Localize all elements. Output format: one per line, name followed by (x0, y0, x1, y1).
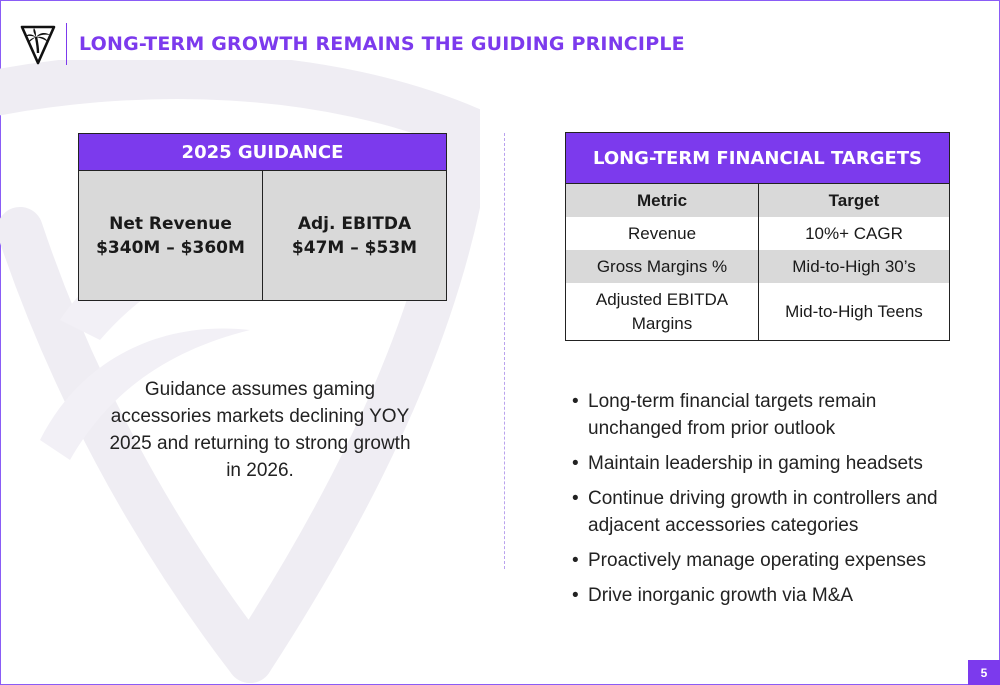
bullet-text: Long-term financial targets remain unchanged from prior outlook (588, 391, 877, 439)
bullet-text: Drive inorganic growth via M&A (588, 585, 854, 606)
bullet-glyph: • (572, 550, 579, 571)
metric-cell: Adjusted EBITDA Margins (566, 283, 759, 340)
bullet-glyph: • (572, 453, 579, 474)
guidance-value: $47M – $53M (291, 237, 418, 258)
bullet-text: Continue driving growth in controllers and adjacent accessories categories (588, 488, 938, 536)
guidance-label: Adj. EBITDA (297, 213, 412, 234)
bullet-list (572, 388, 972, 617)
list-item (572, 485, 972, 539)
list-item (572, 582, 972, 609)
guidance-heading: 2025 GUIDANCE (79, 134, 446, 171)
guidance-cell-adj-ebitda (262, 171, 446, 300)
targets-column-header-row (566, 184, 949, 217)
slide-header (18, 20, 685, 68)
guidance-table (78, 133, 447, 301)
header-divider (66, 23, 67, 65)
table-row (566, 217, 949, 250)
bullet-glyph: • (572, 391, 579, 412)
list-item (572, 547, 972, 574)
page-number: 5 (968, 660, 1000, 685)
list-item (572, 450, 972, 477)
column-divider (504, 133, 505, 569)
column-header-metric: Metric (566, 184, 759, 217)
palm-tree-shield-icon (18, 22, 58, 66)
guidance-value: $340M – $360M (96, 237, 245, 258)
guidance-body (79, 171, 446, 300)
table-row (566, 283, 949, 340)
target-cell: Mid-to-High 30’s (759, 250, 949, 283)
list-item (572, 388, 972, 442)
targets-heading: LONG-TERM FINANCIAL TARGETS (566, 133, 949, 184)
guidance-cell-net-revenue (79, 171, 262, 300)
bullet-glyph: • (572, 488, 579, 509)
bullet-glyph: • (572, 585, 579, 606)
guidance-label: Net Revenue (109, 213, 232, 234)
guidance-assumption-text: Guidance assumes gaming accessories markets declining YOY 2025 and returning to strong growth in 2026. (109, 379, 411, 481)
bullet-text: Proactively manage operating expenses (588, 550, 926, 571)
bullet-text: Maintain leadership in gaming headsets (588, 453, 923, 474)
target-cell: Mid-to-High Teens (759, 283, 949, 340)
page-title: LONG-TERM GROWTH REMAINS THE GUIDING PRINCIPLE (79, 33, 685, 55)
target-cell: 10%+ CAGR (759, 217, 949, 250)
metric-cell: Revenue (566, 217, 759, 250)
column-header-target: Target (759, 184, 949, 217)
long-term-targets-table (565, 132, 950, 341)
metric-cell: Gross Margins % (566, 250, 759, 283)
table-row (566, 250, 949, 283)
